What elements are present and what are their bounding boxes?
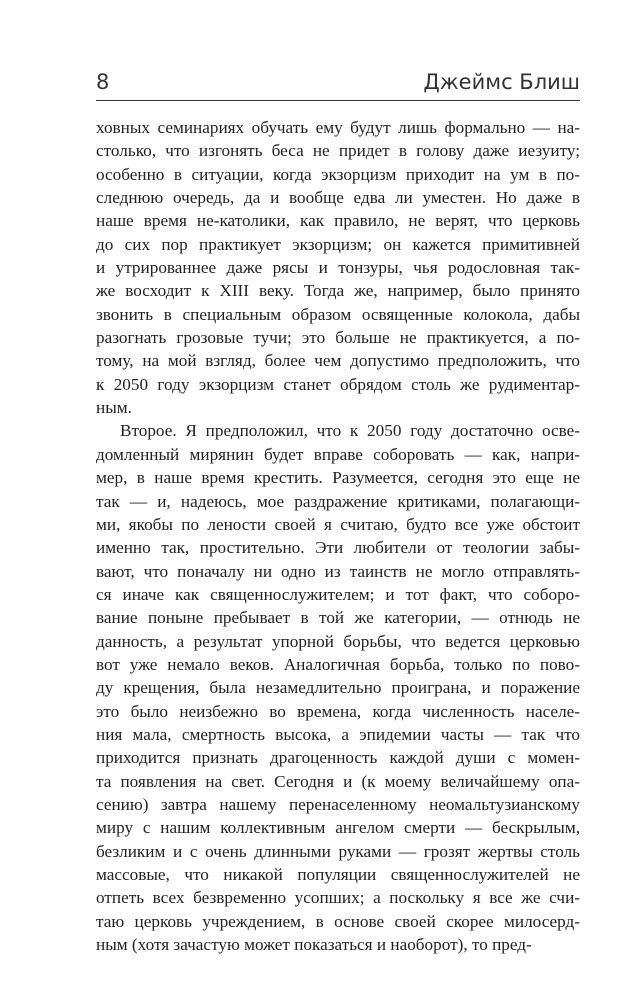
text-line: отпеть всех безвременно усопших; а поскольку я все же счи- [96, 888, 580, 908]
page-number: 8 [96, 70, 110, 94]
text-line: к 2050 году экзорцизм станет обрядом столь же рудиментар- [96, 374, 580, 394]
text-line: вот уже немало веков. Аналогичная борьба, только по пово- [96, 654, 580, 674]
text-line: безликим и с очень длинными руками — грозят жертвы столь [96, 841, 580, 861]
text-line: та появления на свет. Сегодня и (к моему величайшему опа- [96, 771, 580, 791]
text-line: ся иначе как священнослужителем; и тот факт, что соборо- [96, 584, 580, 604]
paragraph-1 [96, 116, 580, 419]
text-line: ния мала, смертность высока, а эпидемии часты — так что [96, 724, 580, 744]
text-line: вают, что поначалу ни одно из таинств не могло отправлять- [96, 561, 580, 581]
text-line: это было неизбежно во времена, когда численность населе- [96, 701, 580, 721]
text-line: данность, а результат упорной борьбы, что ведется церковью [96, 631, 580, 651]
text-line: следнюю очередь, да и вообще едва ли уместен. Но даже в [96, 188, 580, 208]
text-line: ду крещения, была незамедлительно проиграна, и поражение [96, 678, 580, 698]
text-line: ховных семинариях обучать ему будут лишь формально — на- [96, 118, 580, 137]
text-line: приходится признать драгоценность каждой души с момен- [96, 748, 580, 768]
text-line: ным (хотя зачастую может показаться и наоборот), то пред- [96, 935, 532, 955]
text-line: так — и, надеюсь, мое раздражение критиками, полагающи- [96, 491, 580, 511]
text-line: Второе. Я предположил, что к 2050 году достаточно осве- [120, 421, 580, 441]
body-text [96, 116, 580, 956]
header-rule [96, 100, 580, 101]
text-line: именно так, простительно. Эти любители от теологии забы- [96, 538, 580, 558]
text-line: ным. [96, 398, 132, 418]
page-header [96, 64, 580, 98]
text-line: наше время не-католики, как правило, не верят, что церковь [96, 211, 580, 231]
text-line: разогнать грозовые тучи; это больше не практикуется, а по- [96, 328, 580, 348]
text-line: же восходит к XIII веку. Тогда же, например, было принято [96, 281, 580, 301]
text-line: миру с нашим коллективным ангелом смерти — бескрылым, [96, 818, 580, 838]
text-line: домленный мирянин будет вправе соборовать — как, напри- [96, 444, 580, 464]
text-line: ми, якобы по лености своей я считаю, будто все уже обстоит [96, 514, 580, 534]
text-line: звонить в специальным образом освященные колокола, дабы [96, 304, 580, 324]
running-title: Джеймс Блиш [423, 70, 580, 94]
text-line: особенно в ситуации, когда экзорцизм приходит на ум в по- [96, 164, 580, 184]
paragraph-2 [96, 419, 580, 956]
text-line: массовые, что никакой популяции священнослужителей не [96, 865, 580, 884]
text-line: до сих пор практикует экзорцизм; он кажется примитивней [96, 234, 580, 254]
text-line: тому, на мой взгляд, более чем допустимо предположить, что [96, 351, 580, 371]
text-line: таю церковь учреждением, в основе своей скорее милосерд- [96, 911, 580, 931]
text-line: мер, в наше время крестить. Разумеется, сегодня это еще не [96, 468, 580, 488]
text-line: столько, что изгонять беса не придет в голову даже иезуиту; [96, 141, 580, 161]
text-line: и утрированнее даже рясы и тонзуры, чья родословная так- [96, 258, 580, 278]
text-line: сению) завтра нашему перенаселенному неомальтузианскому [96, 794, 580, 814]
text-line: вание поныне пребывает в той же категории, — отнюдь не [96, 608, 580, 628]
